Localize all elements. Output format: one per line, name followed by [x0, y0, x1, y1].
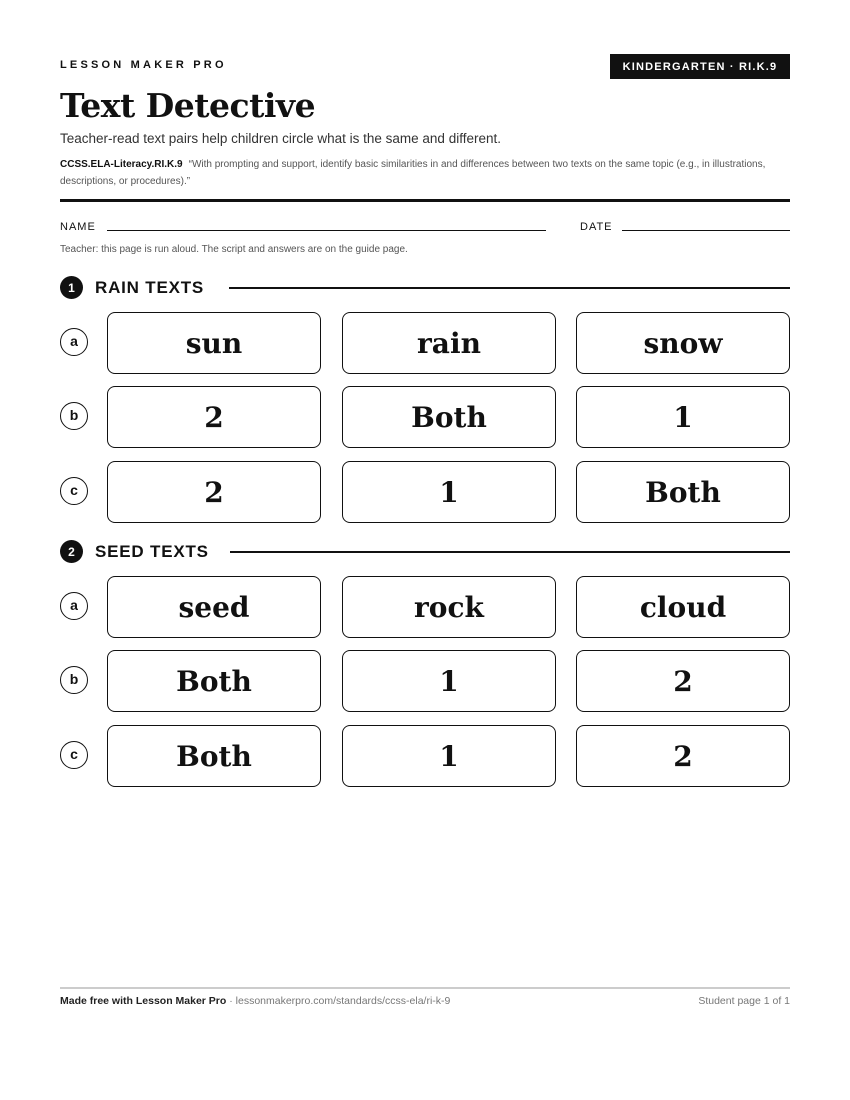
footer-credit [60, 995, 450, 1007]
standard-text: “With prompting and support, identify basic similarities in and differences between two texts on the same topic (e.g., in illustrations, descriptions, or procedures).” [60, 159, 766, 187]
answer-card[interactable]: snow [576, 312, 790, 374]
footer-made-with: Made free with Lesson Maker Pro [60, 995, 227, 1007]
section-header [60, 276, 204, 299]
teacher-note: Teacher: this page is run aloud. The script and answers are on the guide page. [60, 244, 408, 255]
row-letter: c [60, 477, 88, 505]
section-number: 2 [60, 540, 83, 563]
answer-card[interactable]: Both [342, 386, 556, 448]
answer-card[interactable]: 1 [342, 650, 556, 712]
row-letter: c [60, 741, 88, 769]
answer-card[interactable]: 2 [107, 386, 321, 448]
answer-card[interactable]: 1 [342, 725, 556, 787]
answer-card[interactable]: 1 [342, 461, 556, 523]
footer-divider [60, 987, 790, 989]
section-title: SEED TEXTS [95, 541, 209, 561]
row-letter: b [60, 402, 88, 430]
page-indicator: Student page 1 of 1 [698, 995, 790, 1007]
page-title: Text Detective [60, 86, 316, 125]
section-number: 1 [60, 276, 83, 299]
answer-card[interactable]: Both [107, 650, 321, 712]
answer-card[interactable]: 2 [576, 650, 790, 712]
answer-card[interactable]: cloud [576, 576, 790, 638]
section-title: RAIN TEXTS [95, 277, 205, 297]
answer-card[interactable]: Both [576, 461, 790, 523]
answer-card[interactable]: seed [107, 576, 321, 638]
row-letter: a [60, 328, 88, 356]
answer-card[interactable]: rain [342, 312, 556, 374]
name-field[interactable] [107, 230, 546, 231]
section-divider [229, 287, 790, 289]
date-field[interactable] [622, 230, 790, 231]
brand-name: LESSON MAKER PRO [60, 59, 227, 71]
row-letter: a [60, 592, 88, 620]
section-header [60, 540, 209, 563]
answer-card[interactable]: 2 [576, 725, 790, 787]
answer-card[interactable]: 2 [107, 461, 321, 523]
name-label: NAME [60, 221, 96, 233]
section-divider [230, 551, 790, 553]
row-letter: b [60, 666, 88, 694]
standard-description [60, 156, 795, 190]
standard-code: CCSS.ELA-Literacy.RI.K.9 [60, 159, 183, 170]
answer-card[interactable]: 1 [576, 386, 790, 448]
answer-card[interactable]: sun [107, 312, 321, 374]
answer-card[interactable]: Both [107, 725, 321, 787]
page-subtitle: Teacher-read text pairs help children circle what is the same and different. [60, 131, 501, 146]
date-label: DATE [580, 221, 613, 233]
header-divider [60, 199, 790, 202]
grade-badge: KINDERGARTEN · RI.K.9 [610, 54, 790, 79]
footer-url[interactable]: · lessonmakerpro.com/standards/ccss-ela/ri-k-9 [226, 995, 451, 1007]
answer-card[interactable]: rock [342, 576, 556, 638]
